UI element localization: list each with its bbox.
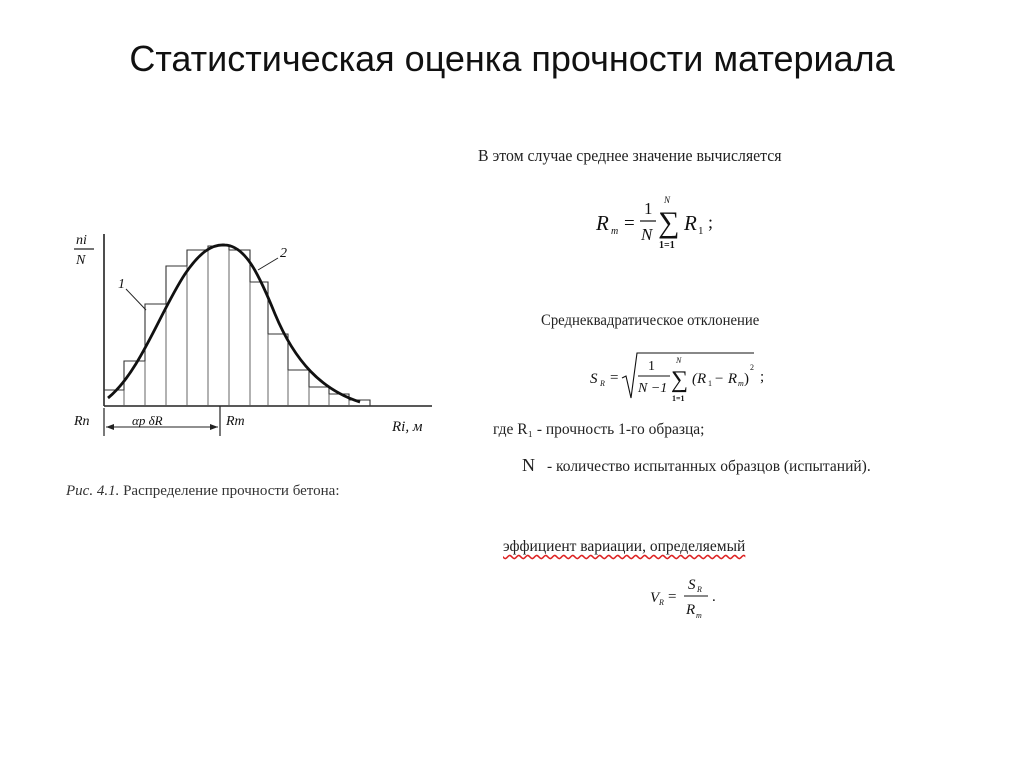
mean-lhs-sub: m xyxy=(611,226,619,237)
cv-num: S xyxy=(688,577,696,593)
cv-label-text: эффициент вариации, определяемый xyxy=(503,538,746,555)
figure-number: Рис. 4.1. xyxy=(66,483,120,499)
where-n-text xyxy=(522,455,871,476)
y-axis-label-top: ni xyxy=(76,233,87,248)
cv-lhs-sub: R xyxy=(659,598,664,607)
label-curve: 2 xyxy=(280,246,287,261)
cv-formula xyxy=(646,572,736,628)
std-lhs-sub: R xyxy=(600,379,605,388)
std-minus: − R xyxy=(714,371,738,387)
y-axis-label-bottom: N xyxy=(76,253,86,268)
cv-tail: . xyxy=(712,589,716,605)
std-sum-sign: ∑ xyxy=(671,367,689,393)
mean-sum-sign: ∑ xyxy=(658,206,680,239)
mean-sum-top: N xyxy=(664,195,671,205)
std-frac-den: N −1 xyxy=(638,381,668,396)
where-n-desc: - количество испытанных образцов (испытаний). xyxy=(547,458,871,475)
x-axis-label: Ri, м xyxy=(392,419,423,435)
n-symbol: N xyxy=(522,455,535,475)
std-term2-sub: m xyxy=(738,379,744,388)
cv-den-sub: m xyxy=(696,611,702,620)
cv-den: R xyxy=(686,602,696,618)
mean-label: Rm xyxy=(226,414,245,429)
mean-eq: = xyxy=(624,213,635,234)
where-r-text: где R₁ - прочность 1-го образца; xyxy=(493,421,705,438)
mean-lhs: R xyxy=(596,211,609,235)
slide-title: Статистическая оценка прочности материала xyxy=(129,38,895,79)
std-lhs: S xyxy=(590,371,598,387)
std-eq: = xyxy=(610,370,619,386)
cv-label xyxy=(503,538,745,556)
mean-term-sub: 1 xyxy=(698,225,704,237)
histogram-bars xyxy=(104,246,370,406)
std-frac-num: 1 xyxy=(648,359,655,374)
intro-text: В этом случае среднее значение вычисляется xyxy=(478,146,782,165)
mean-term: R xyxy=(684,211,697,235)
mean-sum-bottom: 1=1 xyxy=(659,240,675,251)
std-dev-formula xyxy=(586,350,776,406)
figure-caption-text: Распределение прочности бетона: xyxy=(123,483,340,499)
interval-label: αp δR xyxy=(132,413,163,428)
label-histogram: 1 xyxy=(118,277,125,292)
std-dev-label: Среднеквадратическое отклонение xyxy=(541,312,760,329)
std-power: 2 xyxy=(750,363,754,372)
distribution-figure xyxy=(60,222,450,442)
label-1-leader xyxy=(126,289,146,310)
mean-tail: ; xyxy=(708,212,714,232)
histogram-plot xyxy=(60,222,450,442)
x-origin-label: Rn xyxy=(74,414,90,429)
label-2-leader xyxy=(258,258,278,270)
figure-caption xyxy=(66,483,340,500)
mean-frac-den: N xyxy=(641,225,653,244)
mean-formula xyxy=(592,190,742,252)
std-term: (R xyxy=(692,371,707,387)
normal-curve xyxy=(108,245,360,402)
mean-frac-num: 1 xyxy=(644,199,653,218)
histogram-dividers xyxy=(124,250,349,406)
cv-eq: = xyxy=(668,589,677,605)
cv-lhs: V xyxy=(650,590,660,606)
std-sum-bottom: 1=1 xyxy=(672,394,685,403)
std-term-sub: 1 xyxy=(708,379,712,388)
std-sum-top: N xyxy=(676,356,682,365)
cv-num-sub: R xyxy=(697,585,702,594)
std-tail: ; xyxy=(760,369,765,385)
std-close: ) xyxy=(744,371,749,387)
